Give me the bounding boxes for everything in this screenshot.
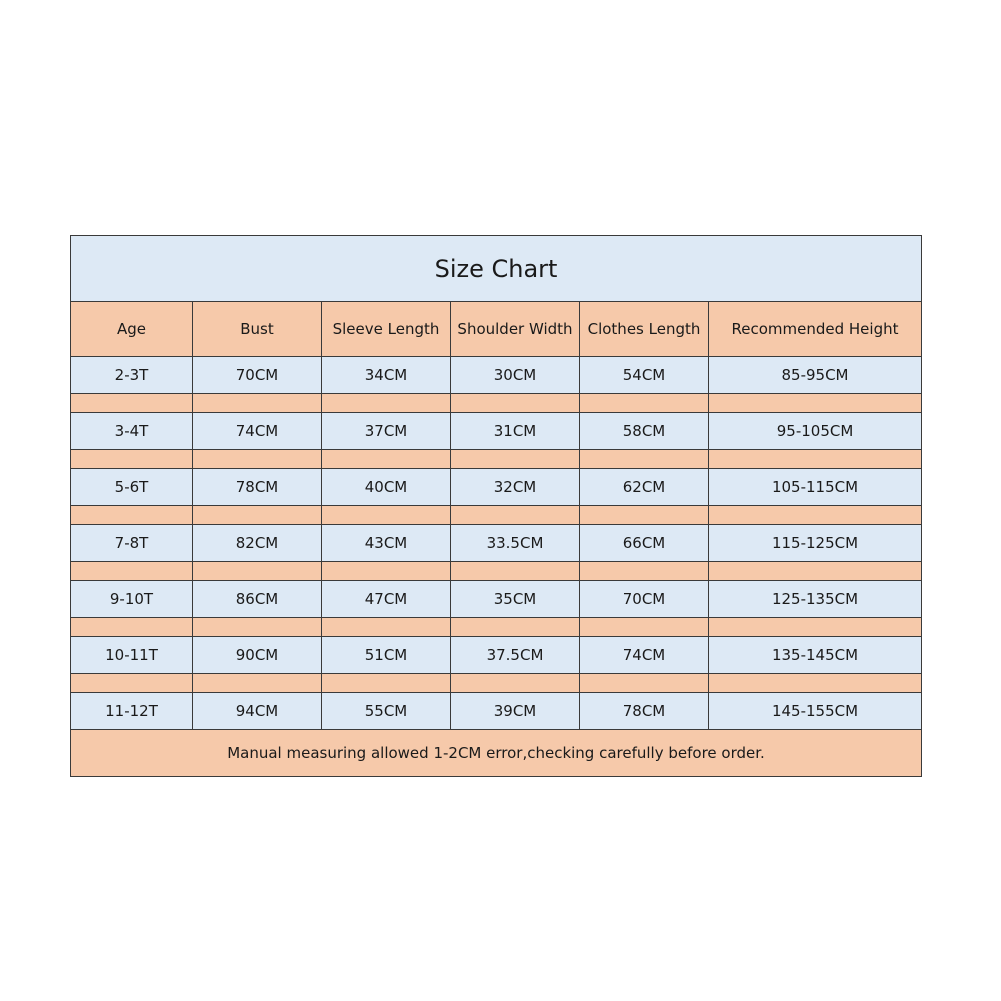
table-cell: 35CM — [451, 581, 580, 618]
table-cell: 85-95CM — [709, 357, 922, 394]
spacer-cell — [709, 450, 922, 469]
table-cell: 33.5CM — [451, 525, 580, 562]
table-cell: 7-8T — [71, 525, 193, 562]
spacer-cell — [451, 506, 580, 525]
column-header: Clothes Length — [580, 302, 709, 357]
column-header: Recommended Height — [709, 302, 922, 357]
spacer-cell — [193, 618, 322, 637]
table-cell: 47CM — [322, 581, 451, 618]
spacer-cell — [322, 618, 451, 637]
table-cell: 62CM — [580, 469, 709, 506]
table-cell: 54CM — [580, 357, 709, 394]
table-cell: 70CM — [580, 581, 709, 618]
spacer-cell — [709, 506, 922, 525]
table-cell: 51CM — [322, 637, 451, 674]
spacer-cell — [580, 562, 709, 581]
table-cell: 10-11T — [71, 637, 193, 674]
spacer-cell — [71, 394, 193, 413]
spacer-row — [71, 618, 922, 637]
spacer-cell — [451, 618, 580, 637]
spacer-cell — [193, 450, 322, 469]
table-cell: 32CM — [451, 469, 580, 506]
spacer-row — [71, 562, 922, 581]
measuring-note: Manual measuring allowed 1-2CM error,checking carefully before order. — [71, 730, 922, 777]
spacer-cell — [322, 394, 451, 413]
table-cell: 43CM — [322, 525, 451, 562]
title-row — [71, 236, 922, 302]
spacer-cell — [71, 674, 193, 693]
table-cell: 40CM — [322, 469, 451, 506]
size-chart-table — [70, 235, 922, 777]
spacer-row — [71, 394, 922, 413]
table-cell: 86CM — [193, 581, 322, 618]
column-header: Sleeve Length — [322, 302, 451, 357]
spacer-row — [71, 506, 922, 525]
table-cell: 3-4T — [71, 413, 193, 450]
table-cell: 78CM — [193, 469, 322, 506]
spacer-cell — [322, 674, 451, 693]
table-cell: 55CM — [322, 693, 451, 730]
table-row — [71, 357, 922, 394]
spacer-cell — [322, 450, 451, 469]
table-cell: 95-105CM — [709, 413, 922, 450]
spacer-cell — [193, 394, 322, 413]
spacer-cell — [71, 618, 193, 637]
spacer-cell — [71, 506, 193, 525]
spacer-cell — [322, 562, 451, 581]
note-row — [71, 730, 922, 777]
table-cell: 2-3T — [71, 357, 193, 394]
table-cell: 58CM — [580, 413, 709, 450]
table-cell: 70CM — [193, 357, 322, 394]
spacer-cell — [580, 394, 709, 413]
spacer-cell — [451, 450, 580, 469]
table-cell: 5-6T — [71, 469, 193, 506]
table-row — [71, 637, 922, 674]
column-header: Bust — [193, 302, 322, 357]
table-cell: 34CM — [322, 357, 451, 394]
table-title: Size Chart — [71, 236, 922, 302]
table-row — [71, 469, 922, 506]
table-row — [71, 581, 922, 618]
spacer-cell — [580, 674, 709, 693]
spacer-cell — [709, 618, 922, 637]
table-row — [71, 693, 922, 730]
table-cell: 105-115CM — [709, 469, 922, 506]
table-row — [71, 525, 922, 562]
spacer-row — [71, 674, 922, 693]
table-cell: 94CM — [193, 693, 322, 730]
table-row — [71, 413, 922, 450]
spacer-cell — [709, 562, 922, 581]
table-cell: 37CM — [322, 413, 451, 450]
spacer-cell — [71, 450, 193, 469]
table-cell: 9-10T — [71, 581, 193, 618]
table-cell: 74CM — [193, 413, 322, 450]
table-cell: 78CM — [580, 693, 709, 730]
spacer-cell — [322, 506, 451, 525]
table-cell: 135-145CM — [709, 637, 922, 674]
table-cell: 39CM — [451, 693, 580, 730]
table-cell: 90CM — [193, 637, 322, 674]
table-cell: 66CM — [580, 525, 709, 562]
spacer-cell — [451, 674, 580, 693]
header-row — [71, 302, 922, 357]
spacer-cell — [580, 618, 709, 637]
spacer-cell — [193, 506, 322, 525]
column-header: Age — [71, 302, 193, 357]
table-cell: 145-155CM — [709, 693, 922, 730]
spacer-cell — [451, 562, 580, 581]
spacer-cell — [709, 674, 922, 693]
spacer-cell — [709, 394, 922, 413]
table-cell: 82CM — [193, 525, 322, 562]
table-cell: 37.5CM — [451, 637, 580, 674]
spacer-cell — [193, 674, 322, 693]
spacer-cell — [193, 562, 322, 581]
spacer-cell — [71, 562, 193, 581]
spacer-cell — [451, 394, 580, 413]
table-cell: 125-135CM — [709, 581, 922, 618]
table-cell: 11-12T — [71, 693, 193, 730]
spacer-row — [71, 450, 922, 469]
table-cell: 31CM — [451, 413, 580, 450]
column-header: Shoulder Width — [451, 302, 580, 357]
spacer-cell — [580, 506, 709, 525]
spacer-cell — [580, 450, 709, 469]
table-cell: 30CM — [451, 357, 580, 394]
table-cell: 74CM — [580, 637, 709, 674]
table-cell: 115-125CM — [709, 525, 922, 562]
